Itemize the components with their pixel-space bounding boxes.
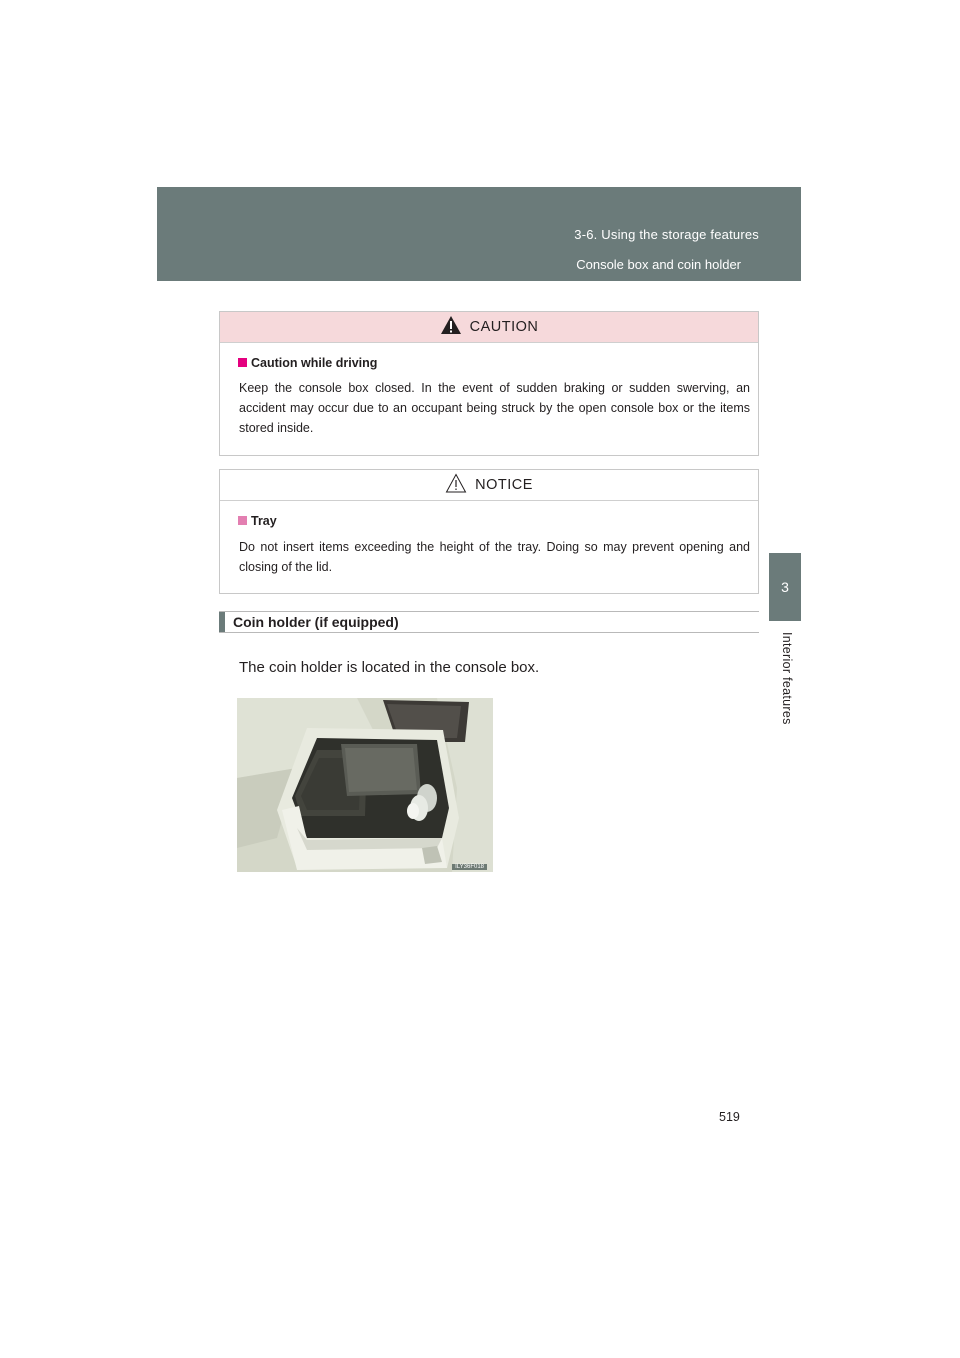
notice-title-text: Tray <box>251 514 277 528</box>
bullet-square-icon <box>238 516 247 525</box>
illustration-code: ILY36F018 <box>452 864 487 870</box>
page-number: 519 <box>719 1110 740 1124</box>
section-heading-text: Coin holder (if equipped) <box>233 614 399 630</box>
chapter-tab <box>769 553 801 621</box>
notice-box <box>219 469 759 594</box>
caution-title <box>238 356 377 370</box>
chapter-number: 3 <box>781 579 789 595</box>
subsection-title: Console box and coin holder <box>576 257 741 272</box>
bullet-square-icon <box>238 358 247 367</box>
section-heading <box>219 611 759 633</box>
header-bar <box>157 187 801 281</box>
notice-title <box>238 514 277 528</box>
notice-header <box>220 470 758 501</box>
body-paragraph: The coin holder is located in the console box. <box>239 659 540 676</box>
section-heading-bar <box>219 612 225 632</box>
notice-text: Do not insert items exceeding the height of the tray. Doing so may prevent opening and closing of the lid. <box>239 540 750 574</box>
caution-text: Keep the console box closed. In the event of sudden braking or sudden swerving, an accident may occur due to an occupant being struck by the open console box or the items stored inside. <box>239 381 750 435</box>
caution-title-text: Caution while driving <box>251 356 378 370</box>
warning-outline-icon <box>445 473 467 497</box>
section-title: 3-6. Using the storage features <box>574 227 759 242</box>
chapter-label: Interior features <box>780 632 794 725</box>
notice-heading: NOTICE <box>475 477 533 493</box>
caution-header <box>220 312 758 343</box>
warning-icon <box>440 315 462 339</box>
console-box-illustration <box>237 698 493 872</box>
caution-heading: CAUTION <box>469 319 539 335</box>
caution-box <box>219 311 759 456</box>
